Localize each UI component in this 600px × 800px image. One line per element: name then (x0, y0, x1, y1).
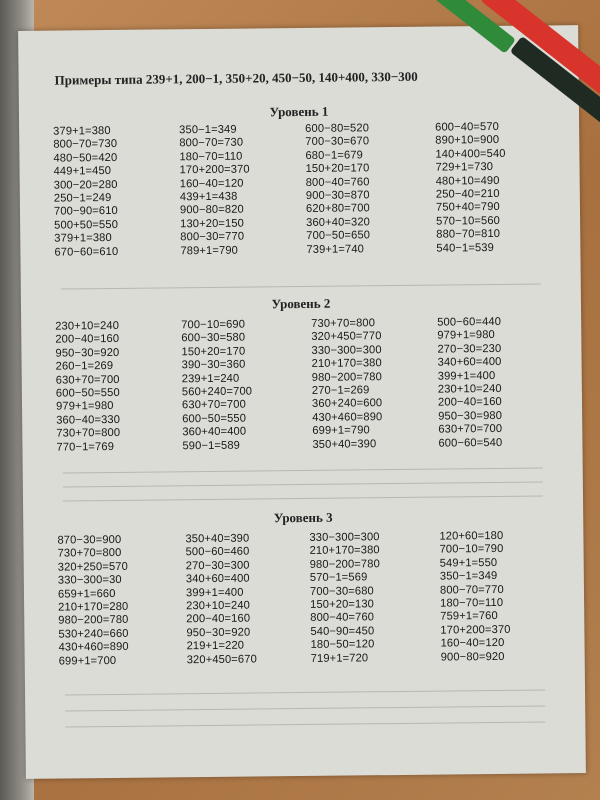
equation: 700−30=670 (305, 135, 370, 149)
equation: 980−200=780 (311, 370, 382, 384)
equation: 350+40=390 (312, 437, 377, 451)
equation: 250−40=210 (435, 187, 500, 201)
equation: 170+200=370 (440, 623, 511, 637)
equation: 980−200=780 (58, 614, 129, 628)
level-3-title: Уровень 3 (273, 509, 333, 526)
divider-rule (61, 283, 541, 289)
equation: 600−40=570 (435, 120, 500, 134)
equation: 379+1=380 (54, 232, 112, 245)
answer-line (63, 495, 543, 501)
equation: 699+1=700 (58, 654, 117, 668)
equation: 430+460=890 (312, 411, 383, 424)
answer-line (63, 481, 543, 487)
page-header-title: Примеры типа 239+1, 200−1, 350+20, 450−50, 140+400, 330−300 (54, 68, 418, 88)
level-1-col-4 (435, 120, 556, 255)
equation: 500−60=440 (437, 315, 502, 329)
answer-line (65, 689, 545, 695)
equation: 800−70=730 (53, 138, 118, 151)
equation: 130+20=150 (180, 217, 245, 231)
equation: 330−300=300 (309, 531, 380, 544)
equation: 600−60=540 (438, 436, 503, 450)
equation: 160−40=120 (179, 177, 244, 190)
workbook-page (18, 25, 586, 779)
equation: 600−50=550 (55, 386, 120, 400)
equation: 239+1=240 (181, 372, 240, 385)
equation: 789+1=790 (180, 244, 239, 257)
equation: 560+240=700 (181, 385, 253, 399)
equation: 540−90=450 (310, 625, 375, 638)
equation: 730+70=800 (56, 427, 121, 440)
equation: 979+1=980 (55, 400, 114, 414)
equation: 979+1=980 (437, 329, 495, 342)
equation: 480+10=490 (435, 174, 500, 188)
equation: 500−60=460 (185, 545, 250, 559)
equation: 739+1=740 (306, 242, 364, 256)
equation: 950−30=920 (55, 346, 120, 360)
equation: 140+400=540 (435, 147, 506, 161)
answer-line (63, 467, 543, 473)
equation: 700−30=680 (309, 584, 374, 598)
equation: 360+40=320 (306, 216, 371, 229)
equation: 270−30=230 (437, 342, 502, 356)
equation: 570−10=560 (436, 214, 501, 228)
equation: 210+170=280 (58, 600, 129, 614)
equation: 330−300=300 (311, 343, 382, 357)
equation: 750+40=790 (435, 201, 500, 215)
equation: 219+1=220 (186, 639, 245, 653)
equation: 620+80=700 (305, 202, 370, 216)
answer-line (65, 721, 545, 727)
equation: 230+10=240 (437, 382, 502, 396)
level-2-title: Уровень 2 (271, 295, 331, 312)
equation: 630+70=700 (181, 399, 246, 412)
equation: 390−30=360 (181, 358, 246, 372)
equation: 980−200=780 (309, 558, 380, 571)
equation: 360+240=600 (311, 397, 383, 411)
equation: 900−80=920 (440, 650, 505, 664)
equation: 730+70=800 (311, 317, 376, 330)
equation: 770−1=769 (56, 440, 115, 454)
level-2-col-3 (311, 317, 432, 452)
equation: 340+60=400 (437, 356, 502, 369)
equation: 360−40=330 (56, 413, 121, 427)
equation: 729+1=730 (435, 161, 494, 174)
equation: 659+1=660 (57, 587, 116, 601)
equation: 600−50=550 (182, 412, 247, 426)
equation: 800−70=770 (439, 583, 504, 597)
equation: 230+10=240 (55, 319, 120, 333)
equation: 950−30=980 (438, 409, 503, 423)
equation: 530+240=660 (58, 627, 129, 641)
level-1-col-3 (305, 122, 426, 257)
equation: 700−50=650 (306, 229, 371, 243)
equation: 300−20=280 (53, 178, 118, 192)
equation: 399+1=400 (437, 369, 496, 383)
equation: 630+70=700 (55, 373, 120, 387)
level-1-col-1 (53, 124, 174, 259)
equation: 320+450=670 (186, 653, 257, 666)
equation: 320+250=570 (57, 560, 128, 574)
equation: 150+20=170 (181, 345, 246, 359)
equation: 439+1=438 (179, 190, 238, 204)
equation: 700−90=610 (53, 205, 118, 219)
equation: 200−40=160 (55, 333, 120, 346)
equation: 759+1=760 (440, 610, 498, 624)
equation: 180−70=110 (440, 596, 504, 610)
equation: 449+1=450 (53, 165, 112, 178)
level-1-col-2 (179, 123, 300, 258)
equation: 730+70=800 (57, 547, 122, 560)
equation: 180−70=110 (179, 150, 243, 164)
equation: 210+170=380 (309, 544, 380, 558)
level-3-col-2 (185, 532, 306, 667)
equation: 719+1=720 (310, 651, 369, 665)
equation: 200−40=160 (186, 612, 251, 626)
equation: 270−1=269 (311, 384, 370, 397)
equation: 600−30=580 (181, 331, 246, 345)
equation: 800−40=760 (310, 611, 375, 625)
equation: 500+50=550 (54, 218, 119, 232)
equation: 350+40=390 (185, 532, 250, 546)
equation: 360+40=400 (182, 425, 247, 439)
level-2-col-1 (55, 319, 176, 454)
equation: 230+10=240 (186, 599, 251, 613)
equation: 900−80=820 (179, 204, 244, 217)
equation: 320+450=770 (311, 330, 382, 344)
equation: 399+1=400 (185, 586, 244, 599)
answer-line (65, 705, 545, 711)
equation: 120+60=180 (439, 529, 504, 543)
equation: 600−80=520 (305, 122, 370, 135)
equation: 430+460=890 (58, 641, 129, 654)
equation: 160−40=120 (440, 637, 505, 650)
equation: 270−30=300 (185, 559, 250, 573)
level-3-col-1 (57, 533, 178, 668)
equation: 200−40=160 (437, 396, 502, 410)
level-2-col-2 (181, 318, 302, 453)
equation: 540−1=539 (436, 241, 494, 255)
equation: 680−1=679 (305, 149, 364, 162)
equation: 800−70=730 (179, 137, 244, 150)
equation: 150+20=170 (305, 162, 370, 176)
equation: 379+1=380 (53, 124, 111, 138)
equation: 880−70=810 (436, 228, 501, 241)
equation: 800−30=770 (180, 230, 245, 244)
level-1-title: Уровень 1 (269, 103, 329, 120)
equation: 900−30=870 (305, 189, 370, 202)
equation: 700−10=690 (181, 318, 246, 332)
equation: 340+60=400 (185, 572, 250, 586)
equation: 350−1=349 (179, 123, 237, 137)
equation: 170+200=370 (179, 163, 250, 177)
equation: 950−30=920 (186, 626, 251, 640)
equation: 890+10=900 (435, 134, 500, 147)
level-3-col-4 (439, 529, 560, 664)
level-2-block (55, 315, 556, 460)
equation: 670−60=610 (54, 245, 119, 259)
equation: 699+1=790 (312, 424, 370, 438)
equation: 870−30=900 (57, 533, 122, 547)
equation: 210+170=380 (311, 357, 382, 371)
equation: 480−50=420 (53, 151, 118, 165)
equation: 330−300=30 (57, 574, 122, 587)
level-3-col-3 (309, 531, 430, 666)
level-1-block (53, 120, 554, 265)
level-2-col-4 (437, 315, 558, 450)
equation: 350−1=349 (439, 570, 498, 583)
equation: 570−1=569 (309, 571, 368, 585)
equation: 549+1=550 (439, 556, 498, 570)
equation: 150+20=130 (310, 598, 375, 611)
equation: 630+70=700 (438, 423, 503, 436)
equation: 590−1=589 (182, 439, 241, 452)
equation: 250−1=249 (53, 192, 112, 205)
equation: 180−50=120 (310, 638, 375, 652)
equation: 260−1=269 (55, 360, 114, 373)
equation: 700−10=790 (439, 543, 504, 556)
level-3-block (57, 529, 558, 674)
equation: 800−40=760 (305, 175, 370, 189)
